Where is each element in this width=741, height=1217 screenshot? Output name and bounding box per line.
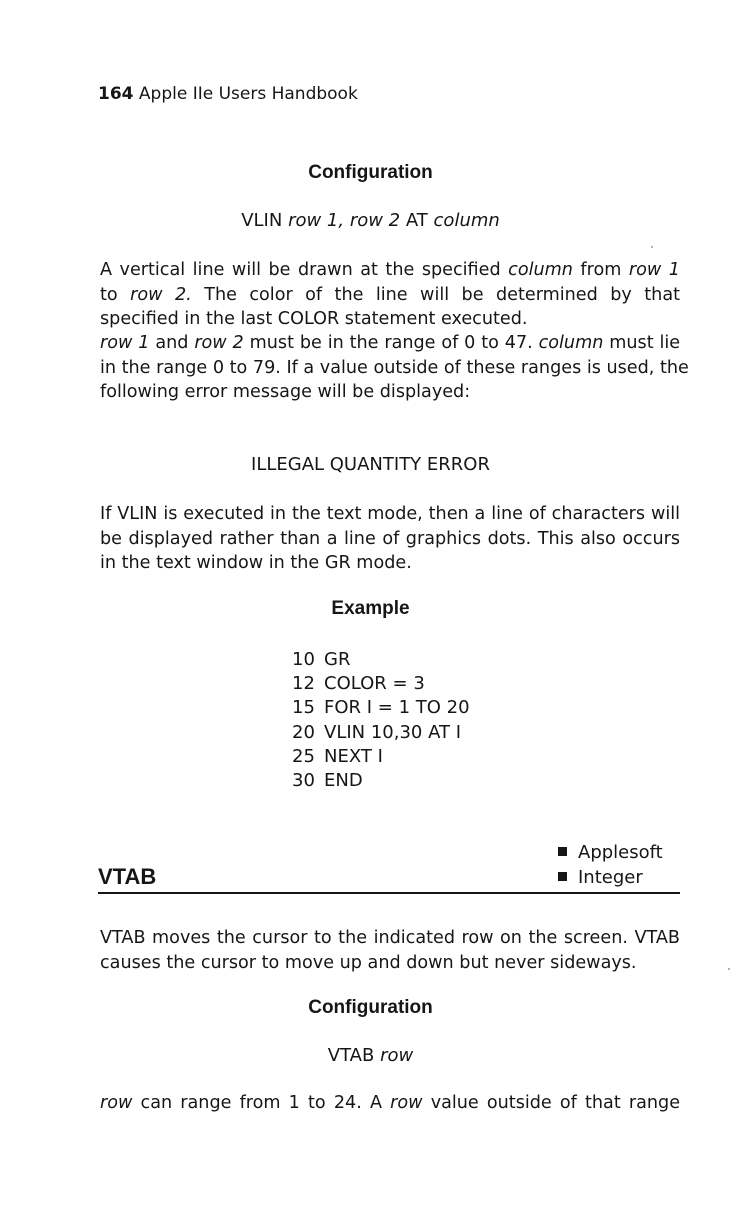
square-bullet-icon [558,847,567,856]
applies-to-item: Applesoft [558,841,663,866]
syntax-arg-row2: row 2 [349,210,401,231]
syntax-keyword-at: AT [405,210,428,231]
code-line: 20 VLIN 10,30 AT I [292,721,462,743]
vlin-syntax [0,210,741,231]
applies-to-list [558,841,663,890]
example-code-listing [292,648,470,793]
vtab-configuration-heading: Configuration [308,997,433,1018]
code-line: 12 COLOR = 3 [292,673,425,695]
syntax-arg-row: row [380,1045,414,1066]
page-number: 164 [98,84,134,104]
vtab-description-paragraph: VTAB moves the cursor to the indicated row on the screen. VTAB causes the cursor to move up and down but never sideways. [100,928,680,973]
square-bullet-icon [558,872,567,881]
vlin-range-paragraph: row 1 and row 2 must be in the range of 0 to 47. column must lie in the range 0 to 79. If a value outside of these ranges is used, the following error message will be displayed: [100,333,689,402]
vlin-text-mode-paragraph: If VLIN is executed in the text mode, then a line of characters will be displayed rather than a line of graphics dots. This also occurs in the text window in the GR mode. [100,504,680,573]
code-line: 30 END [292,770,363,792]
syntax-keyword: VLIN [241,210,283,231]
syntax-arg-row1: row 1, [288,210,345,231]
scan-speck [651,246,653,248]
syntax-arg-column: column [433,210,500,231]
section-rule [98,892,680,894]
code-line: 10 GR [292,649,351,670]
vlin-configuration-heading: Configuration [308,162,433,183]
vtab-syntax [0,1045,741,1066]
example-heading: Example [331,598,410,619]
section-title-vtab: VTAB [98,864,157,889]
vlin-description-paragraph: A vertical line will be drawn at the specified column from row 1 to row 2. The color of the line will be determined by that specified in the last COLOR statement executed. [100,260,681,329]
scan-speck [728,968,730,970]
error-message: ILLEGAL QUANTITY ERROR [251,454,490,475]
code-line: 15 FOR I = 1 TO 20 [292,697,470,719]
vtab-range-paragraph: row can range from 1 to 24. A row value outside of that range [100,1093,681,1113]
code-line: 25 NEXT I [292,745,383,767]
book-title: Apple IIe Users Handbook [138,84,358,104]
syntax-keyword: VTAB [327,1045,375,1066]
applies-to-item: Integer [558,866,663,891]
page-header [98,84,358,104]
